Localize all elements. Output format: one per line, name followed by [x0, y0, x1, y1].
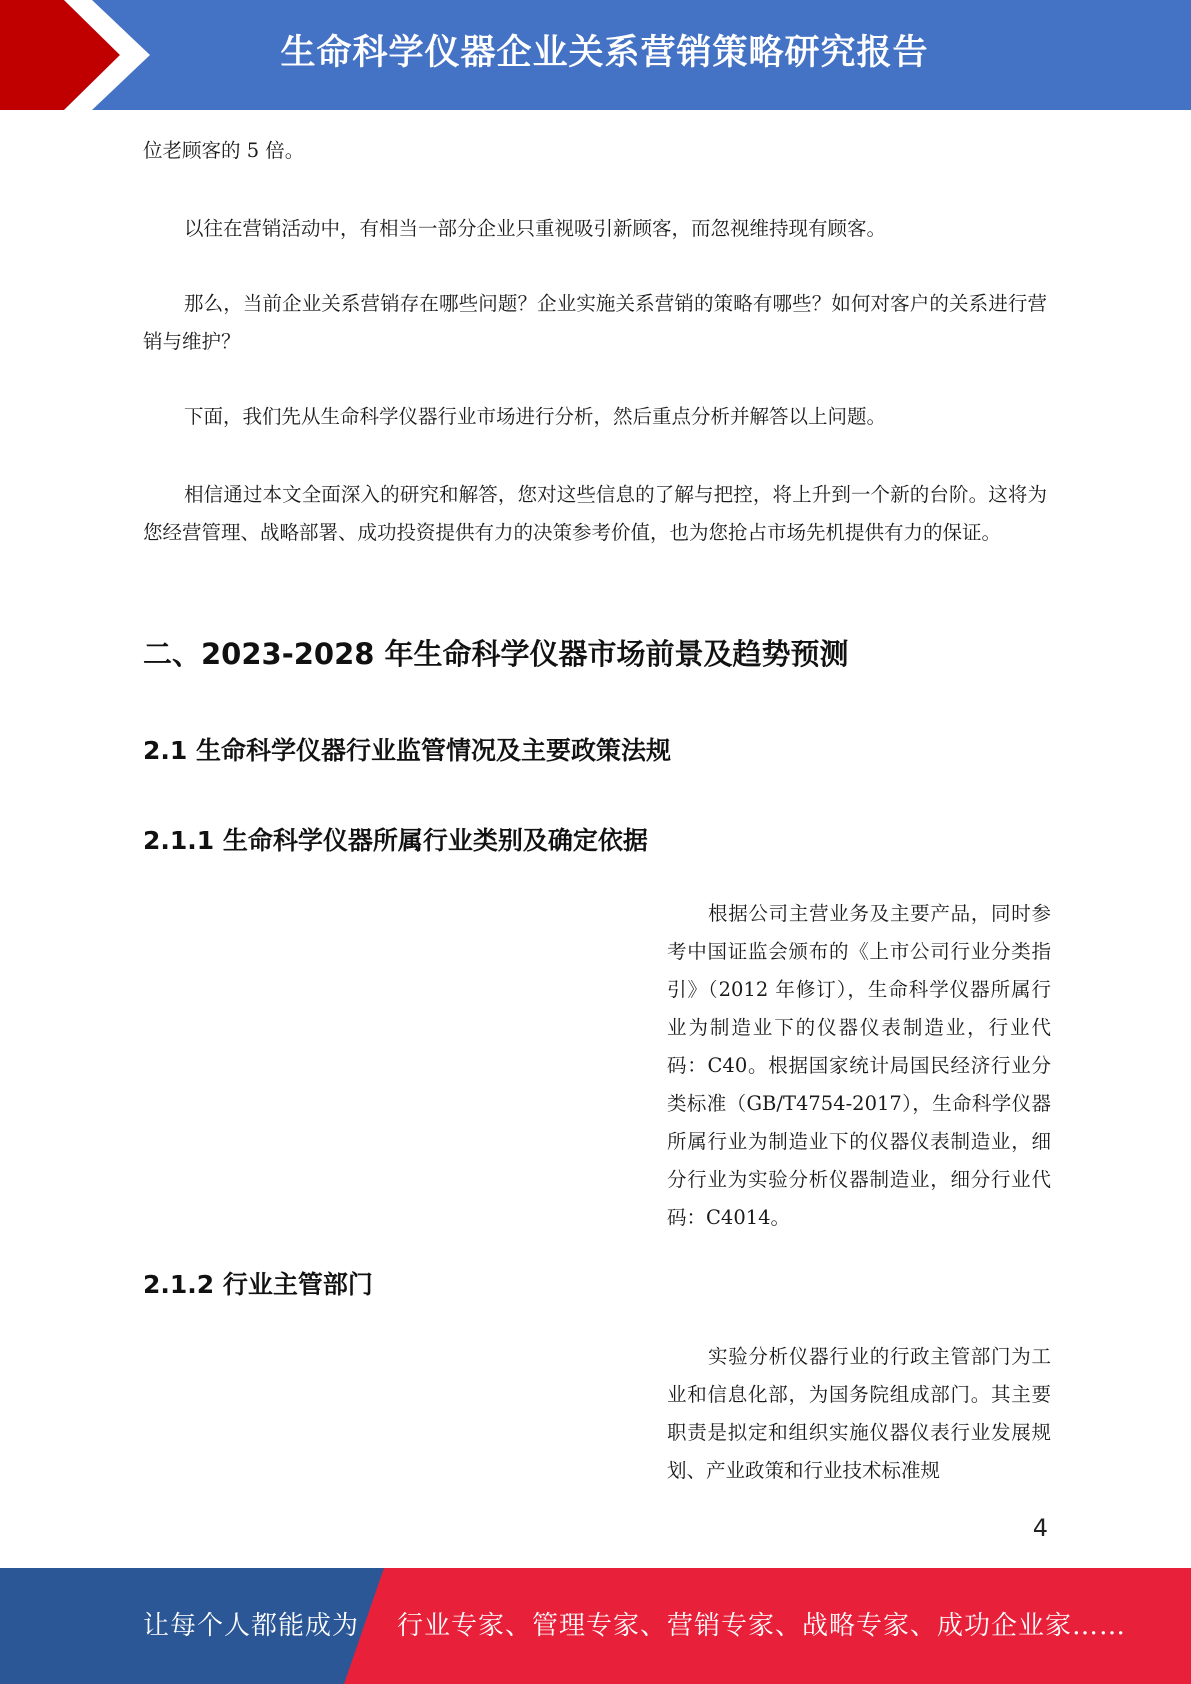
page-number: 4 [1032, 1514, 1048, 1542]
paragraph-2-1-2: 实验分析仪器行业的行政主管部门为工业和信息化部，为国务院组成部门。其主要职责是拟定和组织实施仪器仪表行业发展规划、产业政策和行业技术标准规 [667, 1345, 1051, 1482]
paragraph: 以往在营销活动中，有相当一部分企业只重视吸引新顾客，而忽视维持现有顾客。 [184, 217, 887, 240]
subsection-heading-2-1: 2.1 生命科学仪器行业监管情况及主要政策法规 [143, 736, 671, 765]
paragraph: 那么，当前企业关系营销存在哪些问题？企业实施关系营销的策略有哪些？如何对客户的关系进行营销与维护？ [143, 292, 1047, 353]
section-heading-2: 二、2023-2028 年生命科学仪器市场前景及趋势预测 [143, 637, 849, 671]
paragraph: 相信通过本文全面深入的研究和解答，您对这些信息的了解与把控，将上升到一个新的台阶。这将为您经营管理、战略部署、成功投资提供有力的决策参考价值，也为您抢占市场先机提供有力的保证。 [143, 483, 1047, 544]
paragraph: 下面，我们先从生命科学仪器行业市场进行分析，然后重点分析并解答以上问题。 [184, 405, 887, 428]
paragraph-2-1-1: 根据公司主营业务及主要产品，同时参考中国证监会颁布的《上市公司行业分类指引》（2012 年修订），生命科学仪器所属行业为制造业下的仪器仪表制造业，行业代码：C40。根据国家统计局国民经济行业分类标准（GB/T4754-2017），生命科学仪器所属行业为制造业下的仪器仪表制造业，细分行业为实验分析仪器制造业，细分行业代码：C4014。 [667, 902, 1051, 1229]
subsection-heading-2-1-2: 2.1.2 行业主管部门 [143, 1270, 373, 1299]
paragraph: 位老顾客的 5 倍。 [143, 139, 305, 162]
footer-slogan-left: 让每个人都能成为 [143, 1611, 360, 1641]
page-footer [0, 1568, 1191, 1684]
page-header [0, 0, 1191, 110]
subsection-heading-2-1-1: 2.1.1 生命科学仪器所属行业类别及确定依据 [143, 826, 648, 855]
report-title: 生命科学仪器企业关系营销策略研究报告 [280, 33, 929, 73]
footer-slogan-right: 行业专家、管理专家、营销专家、战略专家、成功企业家…… [397, 1611, 1127, 1641]
